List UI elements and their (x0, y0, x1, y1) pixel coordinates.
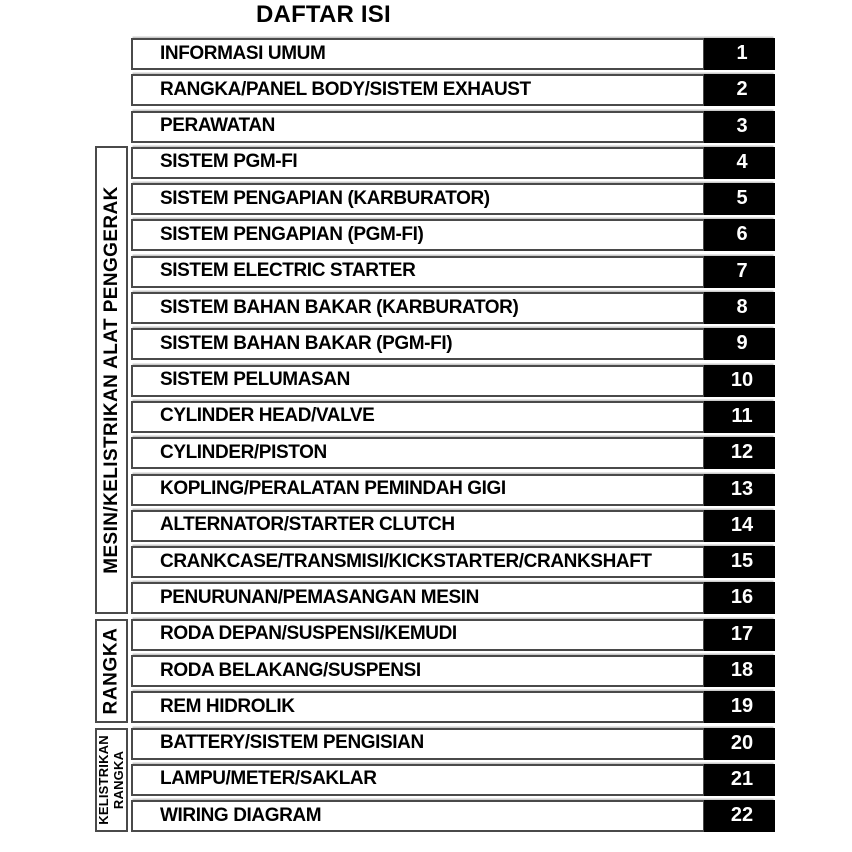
group-box-engine-electrical (95, 146, 128, 614)
chapter-title: REM HIDROLIK (131, 691, 704, 723)
group-box-frame-electrical (95, 728, 128, 832)
toc-row (131, 256, 775, 288)
chapter-number: 16 (704, 582, 775, 614)
chapter-title: SISTEM BAHAN BAKAR (PGM-FI) (131, 328, 704, 360)
group-label-line2: RANGKA (110, 750, 126, 810)
toc-row (131, 728, 775, 760)
chapter-number: 8 (704, 292, 775, 324)
chapter-number: 21 (704, 764, 775, 796)
chapter-number: 18 (704, 655, 775, 687)
toc-row (131, 147, 775, 179)
chapter-title: CYLINDER/PISTON (131, 437, 704, 469)
chapter-number: 19 (704, 691, 775, 723)
chapter-number: 13 (704, 474, 775, 506)
chapter-number: 9 (704, 328, 775, 360)
toc-row (131, 691, 775, 723)
toc-list (131, 38, 775, 832)
chapter-title: WIRING DIAGRAM (131, 800, 704, 832)
chapter-title: ALTERNATOR/STARTER CLUTCH (131, 510, 704, 542)
chapter-number: 10 (704, 365, 775, 397)
chapter-number: 2 (704, 74, 775, 106)
toc-row (131, 328, 775, 360)
chapter-number: 3 (704, 111, 775, 143)
chapter-title: RODA DEPAN/SUSPENSI/KEMUDI (131, 619, 704, 651)
toc-row (131, 800, 775, 832)
chapter-number: 14 (704, 510, 775, 542)
chapter-number: 7 (704, 256, 775, 288)
chapter-title: SISTEM BAHAN BAKAR (KARBURATOR) (131, 292, 704, 324)
chapter-title: INFORMASI UMUM (131, 38, 704, 70)
chapter-title: KOPLING/PERALATAN PEMINDAH GIGI (131, 474, 704, 506)
chapter-number: 12 (704, 437, 775, 469)
chapter-number: 4 (704, 147, 775, 179)
chapter-title: PERAWATAN (131, 111, 704, 143)
group-label-frame: RANGKA (100, 627, 122, 715)
chapter-number: 1 (704, 38, 775, 70)
chapter-number: 15 (704, 546, 775, 578)
chapter-number: 6 (704, 219, 775, 251)
toc-row (131, 401, 775, 433)
chapter-title: SISTEM PENGAPIAN (KARBURATOR) (131, 183, 704, 215)
chapter-title: RODA BELAKANG/SUSPENSI (131, 655, 704, 687)
chapter-number: 22 (704, 800, 775, 832)
toc-row (131, 582, 775, 614)
toc-row (131, 546, 775, 578)
toc-row (131, 183, 775, 215)
group-box-frame (95, 619, 128, 723)
page-title: DAFTAR ISI (256, 1, 391, 28)
toc-row (131, 510, 775, 542)
chapter-title: SISTEM ELECTRIC STARTER (131, 256, 704, 288)
chapter-number: 20 (704, 728, 775, 760)
toc-row (131, 365, 775, 397)
chapter-title: SISTEM PENGAPIAN (PGM-FI) (131, 219, 704, 251)
group-label-line1: KELISTRIKAN (95, 735, 111, 825)
chapter-title: CYLINDER HEAD/VALVE (131, 401, 704, 433)
toc-row (131, 619, 775, 651)
toc-row (131, 474, 775, 506)
chapter-title: PENURUNAN/PEMASANGAN MESIN (131, 582, 704, 614)
chapter-number: 5 (704, 183, 775, 215)
toc-row (131, 38, 775, 70)
chapter-title: BATTERY/SISTEM PENGISIAN (131, 728, 704, 760)
chapter-number: 11 (704, 401, 775, 433)
chapter-number: 17 (704, 619, 775, 651)
toc-row (131, 219, 775, 251)
toc-row (131, 292, 775, 324)
toc-row (131, 437, 775, 469)
group-label-frame-electrical (97, 735, 127, 825)
chapter-title: LAMPU/METER/SAKLAR (131, 764, 704, 796)
toc-row (131, 111, 775, 143)
toc-row (131, 764, 775, 796)
chapter-title: CRANKCASE/TRANSMISI/KICKSTARTER/CRANKSHAFT (131, 546, 704, 578)
toc-row (131, 74, 775, 106)
chapter-title: RANGKA/PANEL BODY/SISTEM EXHAUST (131, 74, 704, 106)
chapter-title: SISTEM PGM-FI (131, 147, 704, 179)
toc-row (131, 655, 775, 687)
chapter-title: SISTEM PELUMASAN (131, 365, 704, 397)
group-label-engine-electrical: MESIN/KELISTRIKAN ALAT PENGGERAK (100, 186, 122, 574)
